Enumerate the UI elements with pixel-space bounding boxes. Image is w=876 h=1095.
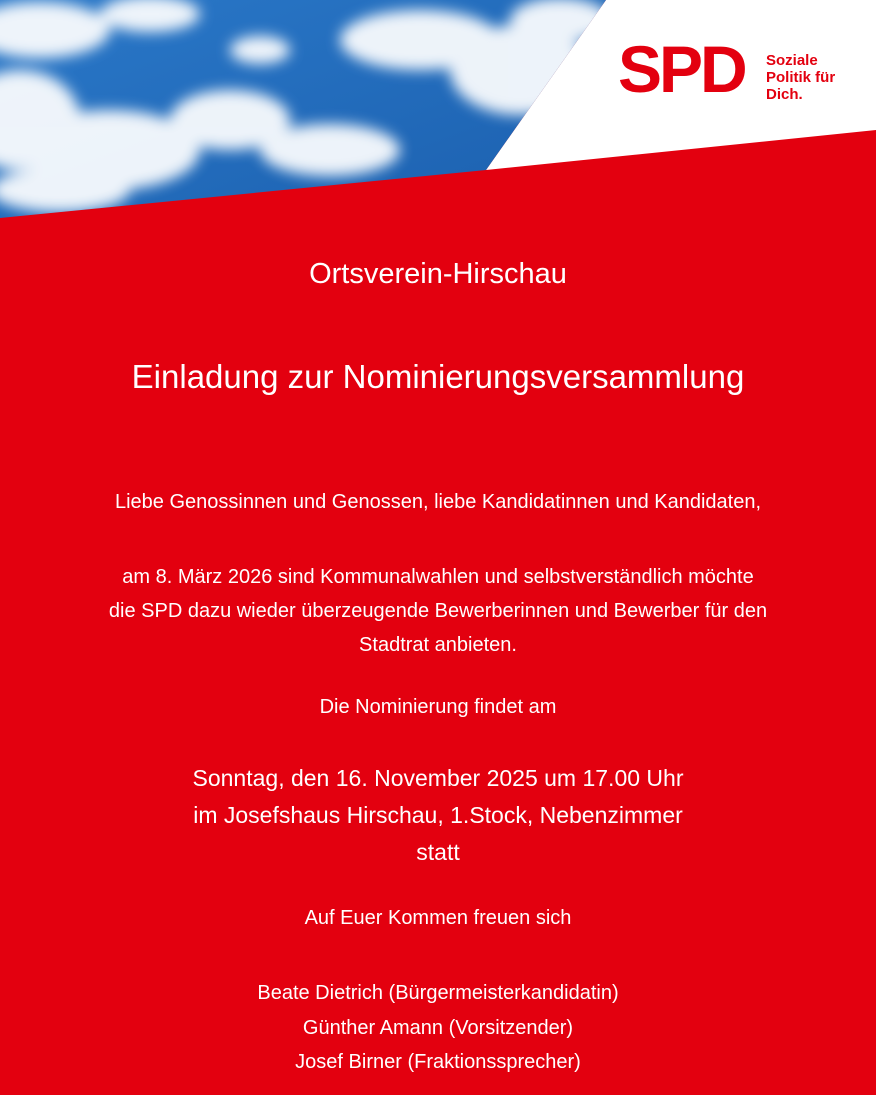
event-location: im Josefshaus Hirschau, 1.Stock, Nebenzimmer xyxy=(193,802,683,828)
signers-list xyxy=(0,976,876,1080)
intro-line: am 8. März 2026 sind Kommunalwahlen und selbstverständlich möchte xyxy=(122,566,754,588)
event-statt: statt xyxy=(416,839,460,865)
intro-paragraph xyxy=(0,560,876,662)
signer-name: Günther Amann (Vorsitzender) xyxy=(302,1016,574,1039)
slogan-line: Dich. xyxy=(766,86,803,103)
header-banner xyxy=(0,0,876,230)
signer-name: Beate Dietrich (Bürgermeisterkandidatin) xyxy=(257,982,619,1004)
org-name: Ortsverein-Hirschau xyxy=(309,258,567,290)
signer-name: Josef Birner (Fraktionssprecher) xyxy=(295,1051,581,1073)
slogan-line: Politik für xyxy=(766,69,836,86)
nomination-lead: Die Nominierung findet am xyxy=(319,696,557,718)
event-details xyxy=(0,760,876,871)
closing-text: Auf Euer Kommen freuen sich xyxy=(304,907,572,929)
intro-line: die SPD dazu wieder überzeugende Bewerberinnen und Bewerber für den xyxy=(108,600,768,622)
greeting-text: Liebe Genossinnen und Genossen, liebe Kandidatinnen und Kandidaten, xyxy=(114,491,762,513)
intro-line: Stadtrat anbieten. xyxy=(359,634,517,656)
event-date: Sonntag, den 16. November 2025 um 17.00 Uhr xyxy=(192,765,684,791)
invitation-headline: Einladung zur Nominierungsversammlung xyxy=(131,358,745,395)
spd-logo-wordmark: SPD xyxy=(618,32,745,106)
spd-logo-slogan xyxy=(766,52,835,103)
slogan-line: Soziale xyxy=(766,52,818,69)
